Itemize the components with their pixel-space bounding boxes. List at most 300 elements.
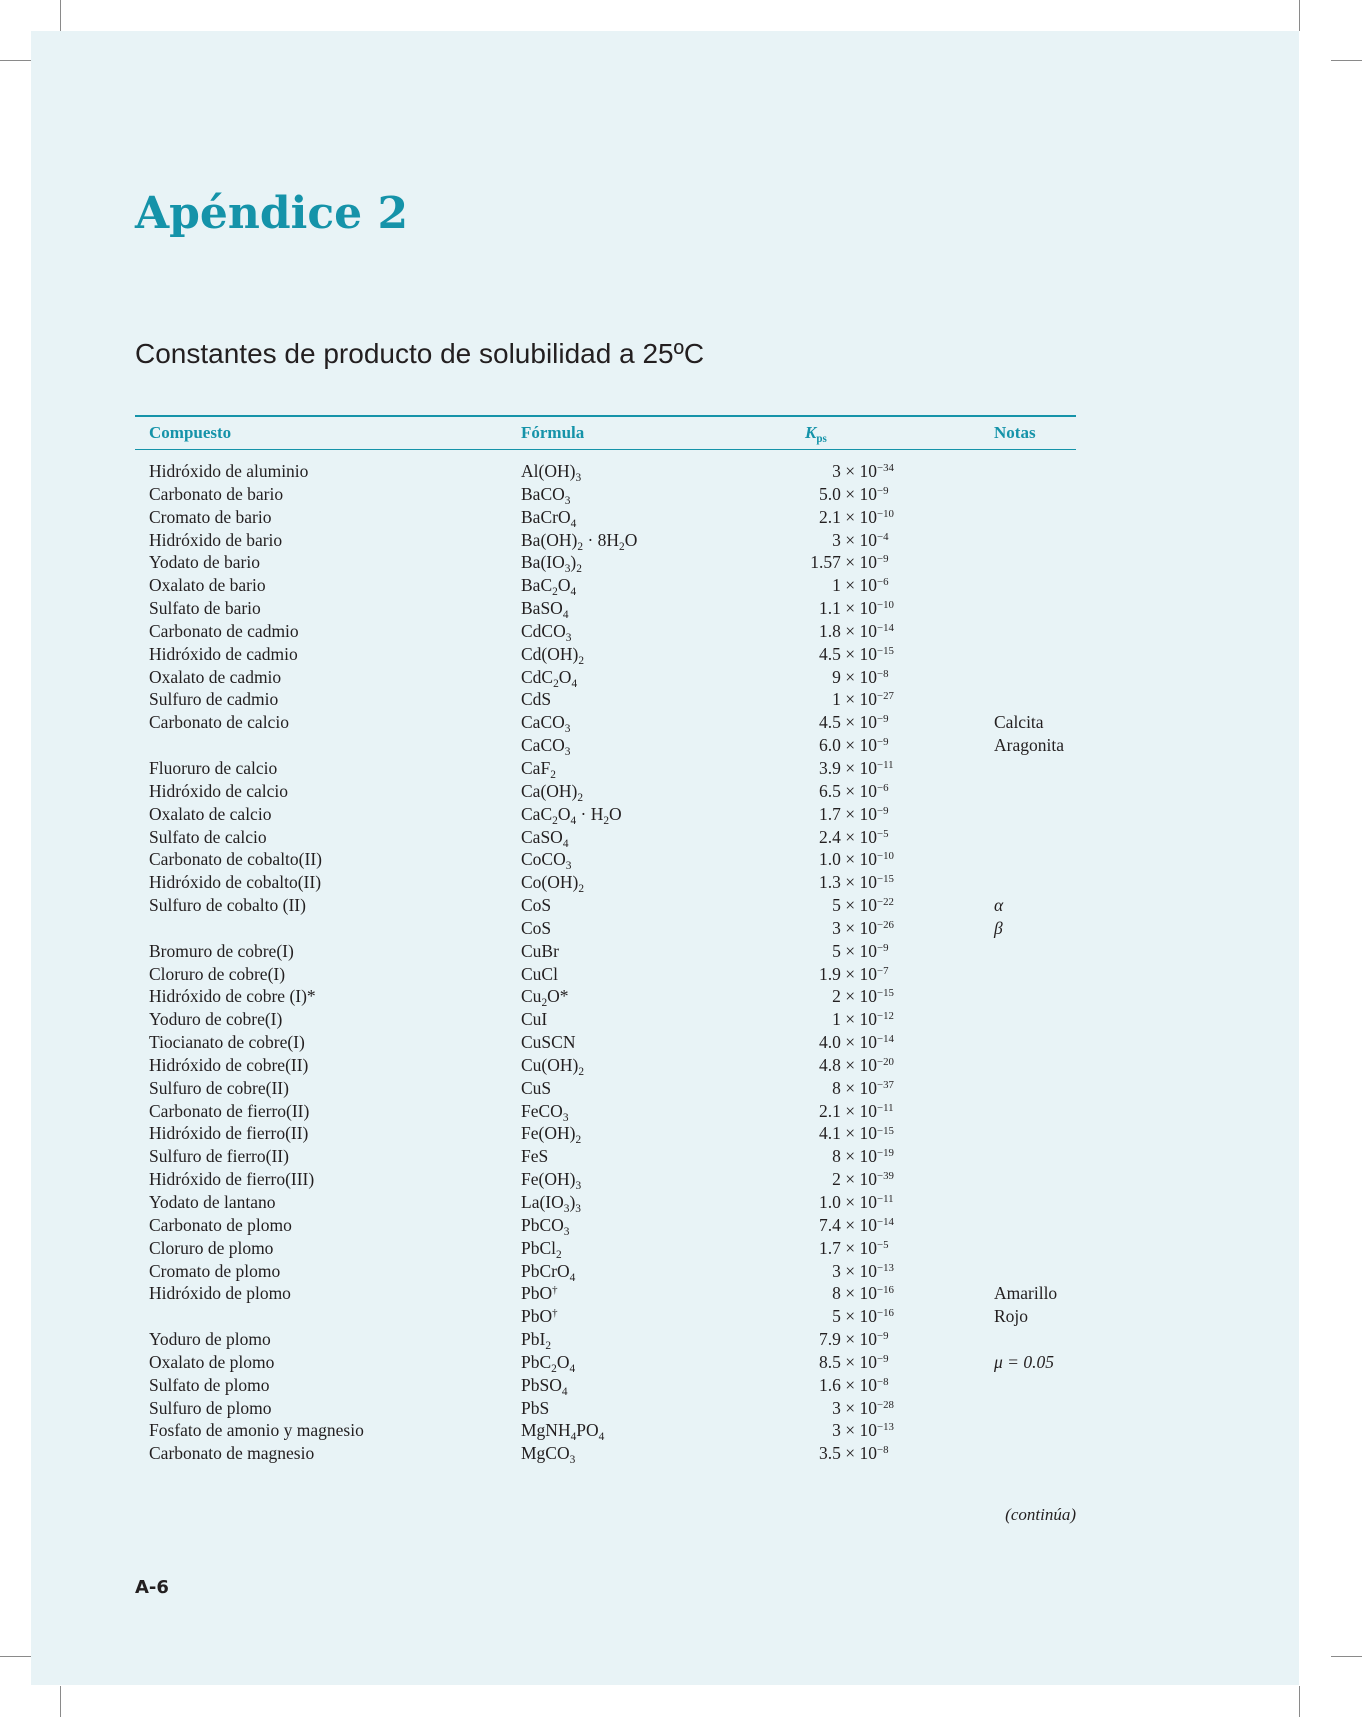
ksp-value: $1.6 \times 10^{-8}$ (819, 1374, 889, 1395)
table-row (135, 620, 1076, 643)
times-sign: × (845, 849, 856, 870)
formula-part: PbI (521, 1329, 546, 1350)
formula-part: CaCO (521, 735, 565, 756)
ksp-mantissa: 8 (832, 1283, 841, 1304)
formula (521, 597, 569, 622)
ksp-mantissa: 1.7 (819, 803, 841, 824)
formula-part: Co(OH) (521, 872, 579, 893)
formula-part: CaF (521, 757, 551, 778)
header-notes: Notas (994, 423, 1036, 442)
formula (521, 780, 583, 802)
times-sign: × (845, 1100, 856, 1121)
formula-part: 3 (564, 746, 571, 759)
ksp-base: 10 (859, 1397, 877, 1418)
ksp-mantissa: 1.8 (819, 620, 841, 641)
table-row (135, 917, 1076, 940)
compound-name: Hidróxido de cobre (I)* (149, 986, 316, 1007)
formula-part: 2 (577, 791, 584, 804)
times-sign: × (845, 712, 856, 733)
table-row (135, 894, 1076, 917)
formula-part: O (557, 575, 571, 596)
table-row (135, 483, 1076, 506)
table-row (135, 1328, 1076, 1351)
formula (521, 1282, 558, 1304)
ksp-base: 10 (859, 1237, 877, 1258)
formula-part: O (556, 1351, 570, 1372)
crop-mark (1331, 60, 1362, 61)
formula (521, 894, 551, 916)
ksp-mantissa: 5 (832, 940, 841, 961)
formula-part: CuS (521, 1077, 552, 1098)
times-sign: × (845, 1329, 856, 1350)
ksp-mantissa: 1.57 (810, 552, 841, 573)
ksp-base: 10 (859, 1420, 877, 1441)
times-sign: × (845, 895, 856, 916)
formula (521, 826, 569, 848)
ksp-value: $3.5 \times 10^{-8}$ (819, 1443, 889, 1464)
times-sign: × (845, 826, 856, 847)
compound-name: Carbonato de calcio (149, 712, 289, 733)
compound-name: Hidróxido de calcio (149, 780, 288, 801)
ksp-value: $2.1 \times 10^{-10}$ (819, 506, 894, 527)
formula-part: CaSO (521, 826, 563, 847)
ksp-mantissa: 1.7 (819, 1237, 841, 1258)
formula (521, 1305, 558, 1327)
ksp-mantissa: 3 (832, 529, 841, 550)
table-title: Constantes de producto de solubilidad a 25ºC (135, 338, 705, 369)
ksp-value: $2.4 \times 10^{-5}$ (819, 826, 889, 847)
formula-part: 2 (619, 540, 625, 553)
ksp-value: $1.9 \times 10^{-7}$ (819, 963, 889, 984)
ksp-value: $4.5 \times 10^{-9}$ (819, 712, 889, 733)
ksp-value: $7.9 \times 10^{-9}$ (819, 1329, 889, 1350)
continued-note: (continúa) (1005, 1505, 1076, 1524)
table-row (135, 1168, 1076, 1191)
ksp-base: 10 (859, 963, 877, 984)
ksp-base: 10 (859, 895, 877, 916)
crop-mark (0, 60, 31, 61)
formula-part: 4 (570, 814, 577, 827)
formula-part: MgNH (521, 1420, 571, 1441)
formula (521, 1260, 575, 1282)
formula-part: CuI (521, 1009, 548, 1030)
ksp-base: 10 (859, 1214, 877, 1235)
note: Rojo (994, 1306, 1029, 1327)
formula-part: 3 (563, 1202, 570, 1215)
table-row (135, 1237, 1076, 1260)
compound-name: Carbonato de bario (149, 483, 284, 504)
ksp-mantissa: 7.4 (819, 1214, 841, 1235)
times-sign: × (845, 1054, 856, 1075)
formula-part: 2 (556, 1248, 562, 1261)
ksp-mantissa: 1.3 (819, 872, 841, 893)
formula-part: BaCO (521, 483, 565, 504)
ksp-mantissa: 4.0 (819, 1032, 841, 1053)
formula-part: PbSO (521, 1374, 562, 1395)
formula-part: 2 (541, 997, 548, 1010)
ksp-mantissa: 8 (832, 1077, 841, 1098)
ksp-value: $7.4 \times 10^{-14}$ (819, 1214, 894, 1235)
formula-part: 2 (577, 540, 584, 553)
compound-name: Oxalato de calcio (149, 803, 272, 824)
times-sign: × (845, 1146, 856, 1167)
formula-part: 2 (575, 1134, 582, 1147)
compound-name: Carbonato de plomo (149, 1214, 292, 1235)
ksp-value: $2 \times 10^{-15}$ (832, 986, 894, 1007)
formula-part: O (557, 803, 571, 824)
ksp-mantissa: 3 (832, 1260, 841, 1281)
ksp-base: 10 (859, 986, 877, 1007)
ksp-base: 10 (859, 506, 877, 527)
times-sign: × (845, 1260, 856, 1281)
times-sign: × (845, 666, 856, 687)
table-row (135, 1122, 1076, 1145)
formula-part: PO (576, 1420, 599, 1441)
ksp-value: $5 \times 10^{-16}$ (832, 1306, 894, 1327)
times-sign: × (845, 1443, 856, 1464)
formula (521, 1214, 569, 1236)
ksp-mantissa: 3.5 (819, 1443, 841, 1464)
table-row (135, 1214, 1076, 1237)
formula-part: ) (570, 552, 577, 573)
compound-name: Cloruro de cobre(I) (149, 963, 286, 984)
note: β (994, 917, 1003, 938)
table-row (135, 1008, 1076, 1031)
formula-part: MgCO (521, 1443, 570, 1464)
formula-part: 4 (570, 517, 577, 530)
times-sign: × (845, 689, 856, 710)
formula-part: CdC (521, 666, 554, 687)
formula-part: † (552, 1284, 558, 1297)
formula (521, 574, 577, 599)
ksp-value: $1.3 \times 10^{-15}$ (819, 872, 894, 893)
formula-part: 3 (575, 1202, 581, 1215)
compound-name: Cloruro de plomo (149, 1237, 274, 1258)
compound-name: Sulfuro de plomo (149, 1397, 272, 1418)
compound-name: Cromato de plomo (149, 1260, 281, 1281)
ksp-value: $1.57 \times 10^{-9}$ (810, 552, 889, 573)
compound-name: Sulfato de bario (149, 598, 261, 619)
ksp-mantissa: 4.8 (819, 1054, 841, 1075)
times-sign: × (845, 1237, 856, 1258)
ksp-mantissa: 2 (832, 986, 841, 1007)
solubility-table (135, 415, 1076, 1465)
formula-part: FeS (521, 1146, 549, 1167)
ksp-base: 10 (859, 552, 877, 573)
compound-name: Hidróxido de plomo (149, 1283, 291, 1304)
ksp-value: $3 \times 10^{-13}$ (832, 1260, 894, 1281)
formula-part: CdS (521, 689, 552, 710)
crop-mark (60, 0, 61, 31)
compound-name: Carbonato de magnesio (149, 1443, 315, 1464)
formula (521, 1191, 581, 1213)
ksp-mantissa: 2.1 (819, 506, 841, 527)
formula-part: Ca(OH) (521, 780, 578, 801)
formula-part: 4 (598, 1431, 605, 1444)
ksp-value: $3 \times 10^{-28}$ (832, 1397, 894, 1418)
times-sign: × (845, 598, 856, 619)
formula-part: 4 (562, 837, 569, 850)
formula-part: CdCO (521, 620, 566, 641)
compound-name: Hidróxido de cobalto(II) (149, 872, 322, 893)
formula (521, 757, 556, 779)
formula (521, 1031, 575, 1053)
ksp-mantissa: 6.5 (819, 780, 841, 801)
formula (521, 963, 558, 985)
ksp-mantissa: 1 (832, 1009, 841, 1030)
ksp-value: $1.0 \times 10^{-11}$ (819, 1192, 894, 1212)
table-row (135, 643, 1076, 666)
times-sign: × (845, 940, 856, 961)
ksp-mantissa: 6.0 (819, 735, 841, 756)
formula-part: 4 (570, 1431, 577, 1444)
ksp-value: $4.1 \times 10^{-15}$ (819, 1123, 894, 1144)
compound-name: Yoduro de cobre(I) (149, 1009, 283, 1030)
ksp-mantissa: 1.9 (819, 963, 841, 984)
note: Calcita (994, 712, 1044, 733)
compound-name: Cromato de bario (149, 506, 272, 527)
formula-part: O (558, 666, 572, 687)
table-row (135, 940, 1076, 963)
formula-part: 2 (553, 677, 559, 690)
formula-part: CoS (521, 895, 552, 916)
table-row (135, 1351, 1076, 1374)
ksp-base: 10 (859, 483, 877, 504)
compound-name: Sulfuro de cobre(II) (149, 1077, 289, 1098)
formula (521, 551, 582, 576)
formula-part: 3 (565, 860, 572, 873)
formula (521, 620, 571, 642)
formula-part: O (624, 529, 638, 550)
compound-name: Carbonato de cobalto(II) (149, 849, 322, 870)
ksp-base: 10 (859, 1054, 877, 1075)
formula (521, 1077, 551, 1099)
formula-part: CaC (521, 803, 553, 824)
compound-name: Carbonato de cadmio (149, 620, 299, 641)
compound-name: Oxalato de plomo (149, 1351, 275, 1372)
formula-part: CaCO (521, 712, 565, 733)
ksp-base: 10 (859, 735, 877, 756)
ksp-value: $3 \times 10^{-34}$ (832, 461, 894, 481)
table-row (135, 688, 1076, 711)
ksp-base: 10 (859, 917, 877, 938)
table-row (135, 551, 1076, 574)
table-row (135, 1191, 1076, 1214)
formula-part: La(IO (521, 1192, 564, 1212)
ksp-base: 10 (859, 780, 877, 801)
ksp-value: $1 \times 10^{-27}$ (832, 689, 894, 710)
times-sign: × (845, 461, 856, 481)
compound-name: Hidróxido de fierro(II) (149, 1123, 309, 1144)
formula (521, 1100, 569, 1122)
ksp-mantissa: 4.5 (819, 643, 841, 664)
table-row (135, 597, 1076, 620)
ksp-mantissa: 8.5 (819, 1351, 841, 1372)
table-row (135, 1282, 1076, 1305)
formula-part: Al(OH) (521, 461, 576, 481)
ksp-mantissa: 2 (832, 1169, 841, 1190)
ksp-value: $3 \times 10^{-26}$ (832, 917, 894, 938)
table-row (135, 1260, 1076, 1283)
ksp-value: $1.1 \times 10^{-10}$ (819, 598, 894, 619)
formula-part: 4 (569, 1271, 576, 1284)
formula (521, 985, 569, 1010)
table-row (135, 1374, 1076, 1397)
formula (521, 1237, 562, 1259)
formula-part: CuBr (521, 940, 559, 961)
formula-part: 2 (578, 1065, 585, 1078)
compound-name: Fluoruro de calcio (149, 757, 278, 778)
formula-part: 3 (575, 1180, 582, 1193)
formula-part: 3 (564, 494, 571, 507)
ksp-base: 10 (859, 666, 877, 687)
formula (521, 1054, 584, 1076)
ksp-mantissa: 3 (832, 1420, 841, 1441)
ksp-base: 10 (859, 1146, 877, 1167)
formula-part: PbCrO (521, 1260, 570, 1281)
ksp-base: 10 (859, 849, 877, 870)
table-row (135, 803, 1076, 826)
times-sign: × (845, 1397, 856, 1418)
ksp-base: 10 (859, 1100, 877, 1121)
ksp-value: $1 \times 10^{-6}$ (832, 575, 889, 596)
formula-part: 2 (576, 563, 582, 576)
compound-name: Sulfuro de cadmio (149, 689, 279, 710)
ksp-mantissa: 5.0 (819, 483, 841, 504)
times-sign: × (845, 529, 856, 550)
ksp-value: $8 \times 10^{-19}$ (832, 1146, 894, 1167)
ksp-value: $1.7 \times 10^{-5}$ (819, 1237, 889, 1258)
ksp-base: 10 (859, 689, 877, 710)
table-row (135, 1397, 1076, 1420)
ksp-base: 10 (859, 757, 877, 778)
ksp-value: $8.5 \times 10^{-9}$ (819, 1351, 889, 1372)
compound-name: Hidróxido de cobre(II) (149, 1054, 309, 1075)
times-sign: × (845, 803, 856, 824)
ksp-mantissa: 1 (832, 689, 841, 710)
formula-part: 3 (563, 1225, 570, 1238)
formula-part: PbCl (521, 1237, 557, 1258)
formula-part: CoCO (521, 849, 566, 870)
ksp-mantissa: 3.9 (819, 757, 841, 778)
note: Amarillo (994, 1283, 1058, 1304)
ksp-base: 10 (859, 1032, 877, 1053)
times-sign: × (845, 1032, 856, 1053)
compound-name: Yoduro de plomo (149, 1329, 271, 1350)
formula-part: FeCO (521, 1100, 563, 1121)
formula-part: Fe(OH) (521, 1123, 576, 1144)
table-row (135, 826, 1076, 849)
formula-part: O* (547, 986, 569, 1007)
ksp-base: 10 (859, 461, 877, 481)
formula-part: 2 (552, 814, 558, 827)
note: α (994, 895, 1004, 916)
formula-part: 2 (550, 768, 556, 781)
compound-name: Yodato de bario (149, 552, 260, 573)
table-row (135, 1442, 1076, 1465)
formula (521, 688, 551, 710)
formula-part: PbS (521, 1397, 550, 1418)
table-row (135, 1305, 1076, 1328)
ksp-mantissa: 2.1 (819, 1100, 841, 1121)
table-row (135, 780, 1076, 803)
compound-name: Hidróxido de bario (149, 529, 283, 550)
formula-part: 4 (569, 1362, 576, 1375)
table-row (135, 871, 1076, 894)
formula-part: 2 (578, 883, 585, 896)
formula-part: PbCO (521, 1214, 564, 1235)
formula-part: 3 (564, 723, 571, 736)
ksp-base: 10 (859, 1329, 877, 1350)
table-body (135, 450, 1076, 1465)
formula (521, 506, 576, 528)
ksp-base: 10 (859, 1306, 877, 1327)
ksp-value: $6.5 \times 10^{-6}$ (819, 780, 889, 801)
formula-part: 3 (575, 471, 582, 484)
formula (521, 1351, 575, 1373)
compound-name: Hidróxido de cadmio (149, 643, 298, 664)
header-compound: Compuesto (149, 423, 232, 442)
ksp-value: $1.8 \times 10^{-14}$ (819, 620, 894, 641)
ksp-base: 10 (859, 872, 877, 893)
compound-name: Hidróxido de aluminio (149, 461, 309, 481)
formula-part: Ba(OH) (521, 529, 578, 550)
compound-name: Bromuro de cobre(I) (149, 940, 294, 961)
times-sign: × (845, 643, 856, 664)
ksp-mantissa: 8 (832, 1146, 841, 1167)
ksp-base: 10 (859, 1192, 877, 1212)
times-sign: × (845, 735, 856, 756)
formula-part: BaSO (521, 598, 563, 619)
ksp-value: $3 \times 10^{-4}$ (832, 529, 889, 550)
formula-part: Ba(IO (521, 552, 565, 573)
formula (521, 917, 551, 939)
compound-name: Carbonato de fierro(II) (149, 1100, 310, 1121)
formula (521, 1442, 576, 1467)
compound-name: Tiocianato de cobre(I) (149, 1032, 305, 1053)
table-row (135, 666, 1076, 689)
times-sign: × (845, 1192, 856, 1212)
formula-part: BaCrO (521, 506, 571, 527)
formula-part: 3 (562, 1111, 569, 1124)
times-sign: × (845, 872, 856, 893)
times-sign: × (845, 1009, 856, 1030)
compound-name: Oxalato de bario (149, 575, 266, 596)
ksp-mantissa: 3 (832, 917, 841, 938)
formula (521, 483, 570, 505)
formula-part: Fe(OH) (521, 1169, 576, 1190)
formula-part: 3 (564, 563, 571, 576)
ksp-value: $4.5 \times 10^{-15}$ (819, 643, 894, 664)
ksp-base: 10 (859, 1351, 877, 1372)
times-sign: × (845, 963, 856, 984)
times-sign: × (845, 483, 856, 504)
compound-name: Hidróxido de fierro(III) (149, 1169, 315, 1190)
header-ksp-k: K (805, 423, 817, 442)
times-sign: × (845, 780, 856, 801)
formula (521, 711, 571, 736)
formula-part: 2 (603, 814, 610, 827)
ksp-base: 10 (859, 598, 877, 619)
times-sign: × (845, 1306, 856, 1327)
ksp-mantissa: 4.1 (819, 1123, 841, 1144)
ksp-value: $3.9 \times 10^{-11}$ (819, 757, 894, 778)
ksp-base: 10 (859, 575, 877, 596)
ksp-value: $6.0 \times 10^{-9}$ (819, 735, 889, 756)
ksp-value: $4.0 \times 10^{-14}$ (819, 1032, 894, 1053)
formula-part: Cu(OH) (521, 1054, 579, 1075)
times-sign: × (845, 1123, 856, 1144)
